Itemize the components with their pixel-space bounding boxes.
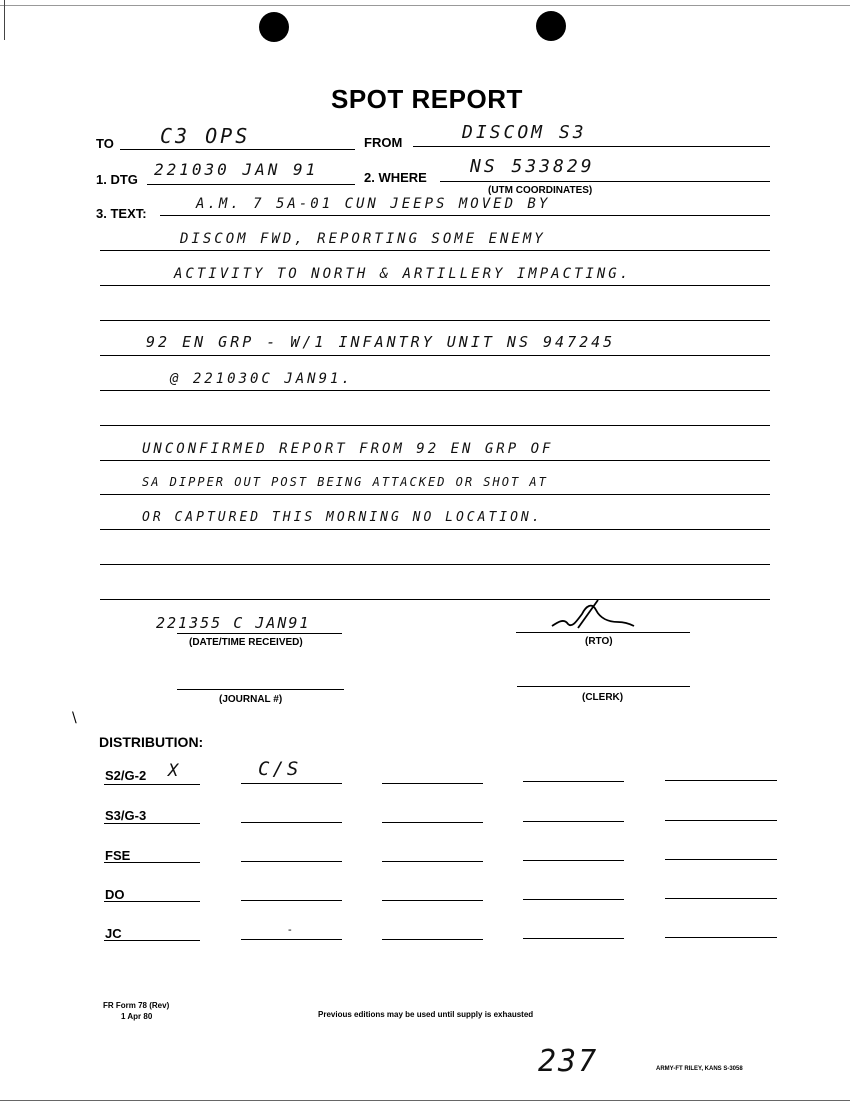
dist-blank-do-1: [241, 900, 342, 901]
from-value: DISCOM S3: [462, 122, 587, 143]
page-number: 237: [538, 1044, 599, 1079]
from-label: FROM: [364, 135, 403, 150]
dist-blank-do-2: [382, 900, 483, 901]
rto-caption: (RTO): [585, 636, 613, 647]
form-id: FR Form 78 (Rev): [103, 1001, 170, 1010]
text-value-2: ACTIVITY TO NORTH & ARTILLERY IMPACTING.: [174, 266, 632, 282]
text-line-4: [100, 355, 770, 356]
dist-blank-do-3: [523, 899, 624, 900]
dist-blank-jc-3: [523, 938, 624, 939]
text-line-9: [100, 529, 770, 530]
from-line: [413, 146, 770, 147]
text-value-9: OR CAPTURED THIS MORNING NO LOCATION.: [142, 510, 543, 525]
scan-edge-bottom: [0, 1100, 850, 1101]
dist-blank-fse-1: [241, 861, 342, 862]
dist-row-line-s2g2: [104, 784, 200, 785]
dist-row-line-s3g3: [104, 823, 200, 824]
form-title: SPOT REPORT: [331, 84, 523, 114]
dist-row-label-do: DO: [105, 887, 125, 902]
received-line: [177, 633, 342, 634]
text-value-0: A.M. 7 5A-01 CUN JEEPS MOVED BY: [196, 196, 551, 212]
dtg-value: 221030 JAN 91: [154, 160, 319, 179]
dist-row-label-s2g2: S2/G-2: [105, 768, 147, 783]
dist-blank-s2g2-4: [665, 780, 777, 781]
dist-entry-jc-1: -: [288, 924, 292, 936]
scan-edge-left: [4, 0, 5, 40]
dist-row-label-fse: FSE: [105, 848, 131, 863]
dist-blank-s3g3-4: [665, 820, 777, 821]
supply-notice: Previous editions may be used until supply is exhausted: [318, 1010, 534, 1019]
where-label: 2. WHERE: [364, 170, 427, 185]
journal-line: [177, 689, 344, 690]
dist-blank-s3g3-2: [382, 822, 483, 823]
text-line-5: [100, 390, 770, 391]
dtg-label: 1. DTG: [96, 172, 138, 187]
dist-blank-s2g2-3: [523, 781, 624, 782]
text-line-3: [100, 320, 770, 321]
stray-pen-mark: \: [72, 710, 77, 726]
text-line-0: [160, 215, 770, 216]
text-value-5: @ 221030C JAN91.: [170, 371, 353, 387]
dist-row-line-jc: [104, 940, 200, 941]
dist-row-mark-s2g2: X: [168, 761, 182, 781]
dist-blank-s2g2-2: [382, 783, 483, 784]
dist-row-label-jc: JC: [105, 926, 122, 941]
dist-blank-s3g3-3: [523, 821, 624, 822]
text-line-10: [100, 564, 770, 565]
dist-blank-s3g3-1: [241, 822, 342, 823]
clerk-caption: (CLERK): [582, 692, 624, 703]
dist-blank-jc-1: [241, 939, 342, 940]
text-line-11: [100, 599, 770, 600]
text-value-1: DISCOM FWD, REPORTING SOME ENEMY: [180, 231, 546, 247]
dist-blank-jc-4: [665, 937, 777, 938]
utm-caption: (UTM COORDINATES): [488, 185, 593, 196]
clerk-line: [517, 686, 690, 687]
text-line-6: [100, 425, 770, 426]
where-value: NS 533829: [470, 156, 595, 177]
distribution-heading: DISTRIBUTION:: [99, 734, 204, 750]
dist-blank-fse-3: [523, 860, 624, 861]
text-value-8: SA DIPPER OUT POST BEING ATTACKED OR SHOT AT: [142, 475, 548, 489]
dist-blank-do-4: [665, 898, 777, 899]
text-line-1: [100, 250, 770, 251]
dist-row-label-s3g3: S3/G-3: [105, 808, 147, 823]
dist-blank-jc-2: [382, 939, 483, 940]
text-line-7: [100, 460, 770, 461]
dist-blank-s2g2-1: [241, 783, 342, 784]
punch-hole-left: [259, 12, 289, 42]
received-caption: (DATE/TIME RECEIVED): [189, 637, 303, 648]
punch-hole-right: [536, 11, 566, 41]
form-date: 1 Apr 80: [121, 1012, 153, 1021]
dist-row-line-fse: [104, 862, 200, 863]
where-line: [440, 181, 770, 182]
printer-imprint: ARMY-FT RILEY, KANS S-3058: [656, 1066, 743, 1072]
rto-line: [516, 632, 690, 633]
received-value: 221355 C JAN91: [156, 614, 311, 632]
text-value-7: UNCONFIRMED REPORT FROM 92 EN GRP OF: [142, 441, 554, 457]
rto-signature: [548, 596, 638, 632]
dist-blank-fse-4: [665, 859, 777, 860]
text-label: 3. TEXT:: [96, 206, 147, 221]
dtg-line: [147, 184, 355, 185]
dist-row-line-do: [104, 901, 200, 902]
scan-edge-top: [0, 5, 850, 6]
text-line-8: [100, 494, 770, 495]
dist-entry-s2g2-1: C/S: [258, 758, 302, 780]
to-line: [120, 149, 355, 150]
to-value: C3 OPS: [160, 124, 251, 148]
text-value-4: 92 EN GRP - W/1 INFANTRY UNIT NS 947245: [146, 333, 616, 351]
to-label: TO: [96, 136, 114, 151]
journal-caption: (JOURNAL #): [219, 694, 283, 705]
text-line-2: [100, 285, 770, 286]
dist-blank-fse-2: [382, 861, 483, 862]
